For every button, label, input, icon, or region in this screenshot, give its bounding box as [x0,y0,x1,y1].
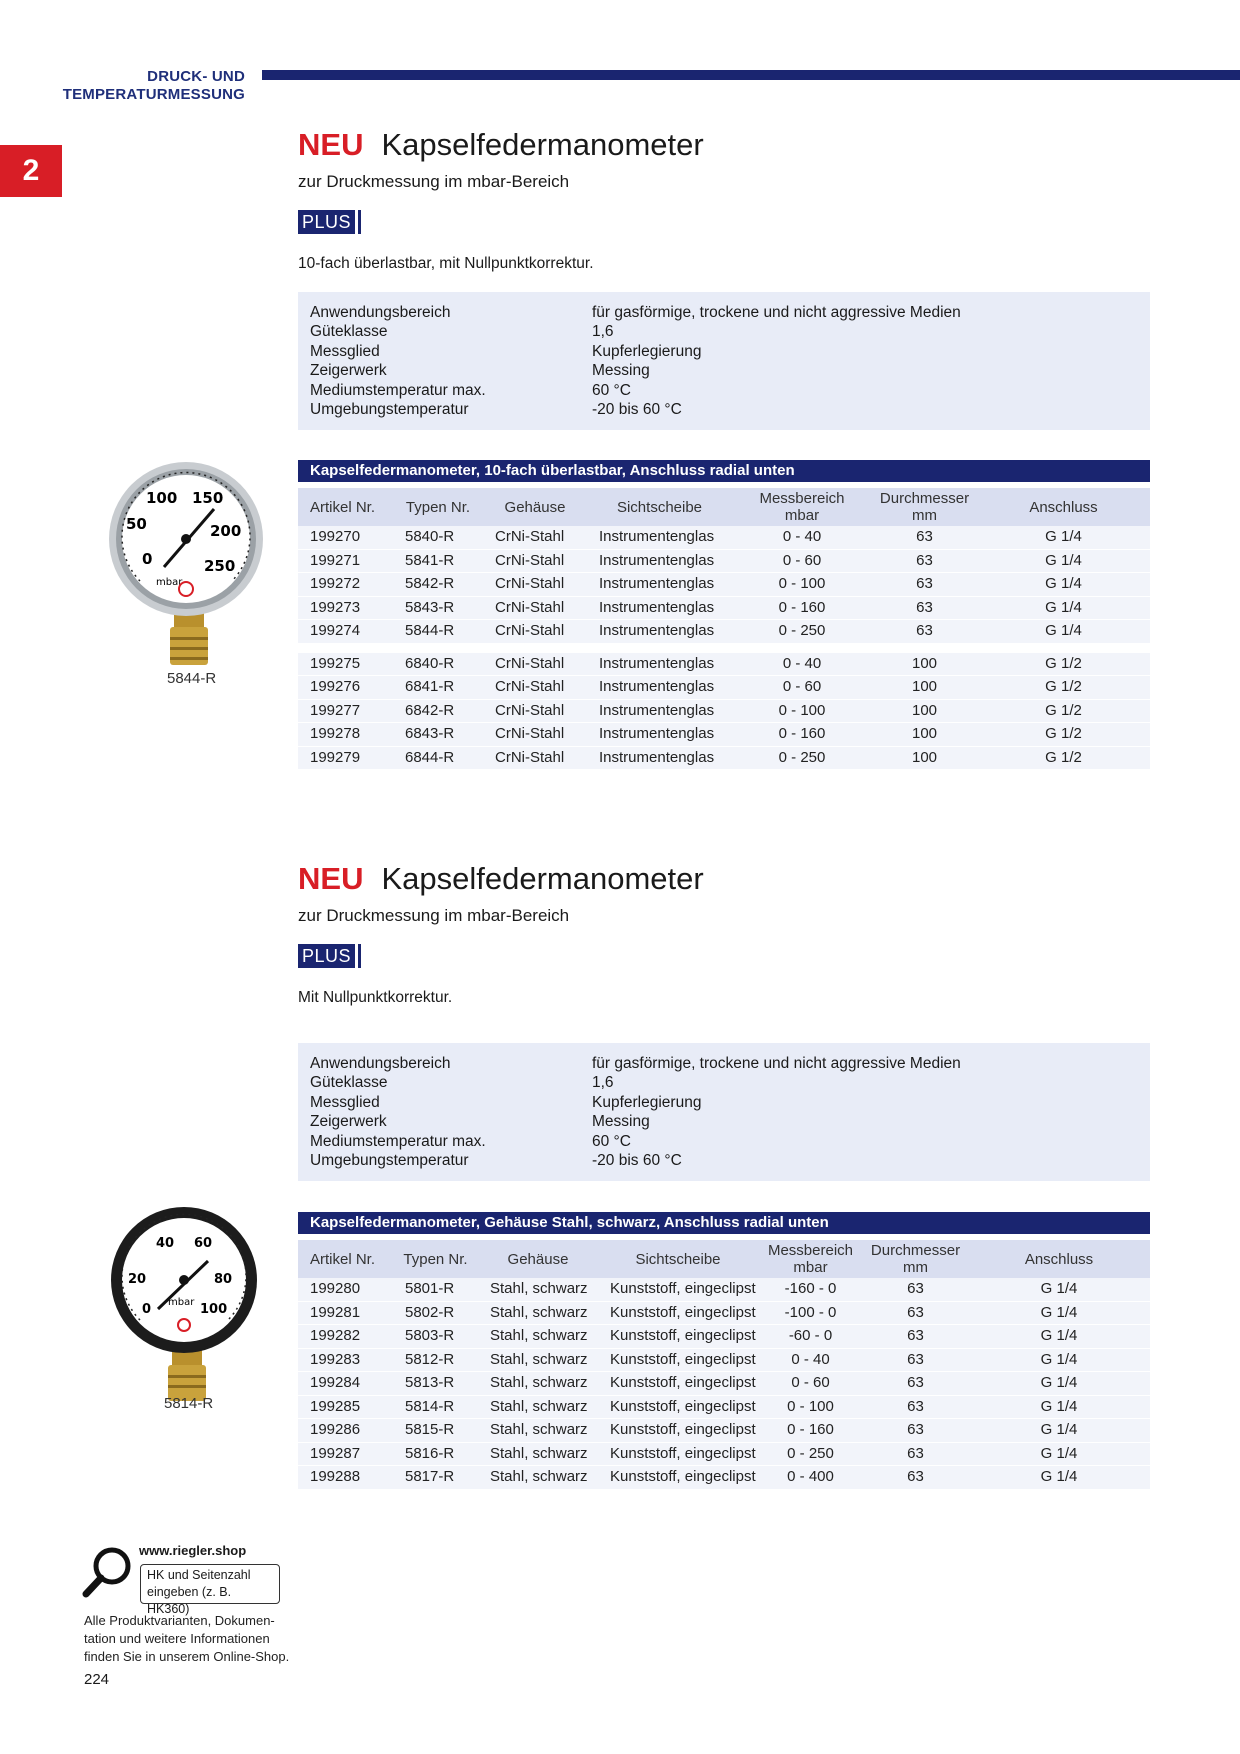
svg-text:mbar: mbar [156,577,183,588]
table-cell: 199285 [298,1395,393,1419]
table-cell: 63 [863,1442,968,1466]
spec-value: 1,6 [592,1074,614,1092]
table-cell: 63 [863,1325,968,1349]
table-cell: Kunststoff, eingeclipst [598,1372,758,1396]
table-cell: 199279 [298,746,393,770]
table-cell: -60 - 0 [758,1325,863,1349]
table-cell: CrNi-Stahl [483,676,587,700]
table-cell: G 1/4 [977,526,1150,549]
table-cell: Stahl, schwarz [478,1325,598,1349]
table-cell: 0 - 40 [732,526,872,549]
plus-badge [298,210,361,234]
table-cell: Instrumentenglas [587,653,732,676]
section-label-line2: TEMPERATURMESSUNG [62,86,245,103]
table-cell: 63 [872,549,977,573]
spec-value: Kupferlegierung [592,1093,702,1111]
spec-row [310,381,961,400]
new-badge: NEU [298,127,364,162]
table-cell: 6842-R [393,699,483,723]
spec-value: für gasförmige, trockene und nicht aggressive Medien [592,304,961,321]
column-header: Typen Nr. [393,488,483,526]
table-cell: G 1/4 [968,1348,1150,1372]
table-row [298,1395,1150,1419]
spec-key: Güteklasse [310,1074,388,1092]
table-cell: CrNi-Stahl [483,573,587,597]
table-row [298,573,1150,597]
table-cell: 63 [872,573,977,597]
table-cell: 5844-R [393,620,483,644]
spec-box [298,292,1150,430]
spec-row [310,1073,961,1092]
table-header-row [298,1240,1150,1278]
table-cell: 63 [863,1419,968,1443]
shop-info-line3: finden Sie in unserem Online-Shop. [84,1649,290,1664]
table-cell: 199275 [298,653,393,676]
spec-row [310,322,961,341]
table-cell: 199282 [298,1325,393,1349]
magnifier-icon [80,1544,136,1600]
table-cell: 199284 [298,1372,393,1396]
table-cell: CrNi-Stahl [483,620,587,644]
table-cell: Instrumentenglas [587,573,732,597]
table-cell: G 1/4 [968,1395,1150,1419]
spec-row [310,1112,961,1131]
table-cell: Stahl, schwarz [478,1419,598,1443]
table-cell: 100 [872,746,977,770]
table-cell: 0 - 60 [732,549,872,573]
table-row [298,746,1150,770]
gauge-caption: 5814-R [164,1395,214,1412]
spec-key: Anwendungsbereich [310,1055,451,1072]
product-name: Kapselfedermanometer [381,127,704,162]
table-cell: G 1/4 [968,1466,1150,1490]
table-row [298,1325,1150,1349]
table-cell: 5843-R [393,596,483,620]
table-cell: Kunststoff, eingeclipst [598,1419,758,1443]
table-cell: G 1/4 [977,620,1150,644]
table-cell: CrNi-Stahl [483,746,587,770]
table-cell: 6844-R [393,746,483,770]
table-row [298,596,1150,620]
table-cell: 5842-R [393,573,483,597]
table-cell: 0 - 40 [732,653,872,676]
table-cell: CrNi-Stahl [483,723,587,747]
table-cell: Kunststoff, eingeclipst [598,1325,758,1349]
table-cell: 0 - 100 [758,1395,863,1419]
svg-text:0: 0 [142,1302,152,1317]
table-header-row [298,488,1150,526]
table-cell: 199286 [298,1419,393,1443]
table-cell: CrNi-Stahl [483,526,587,549]
column-header: Durchmesser mm [863,1240,968,1278]
table-cell: Instrumentenglas [587,549,732,573]
spec-key: Messglied [310,342,380,360]
table-row [298,620,1150,644]
table-cell: Instrumentenglas [587,596,732,620]
table-cell: CrNi-Stahl [483,596,587,620]
table-row [298,699,1150,723]
svg-text:80: 80 [214,1272,233,1287]
spec-key: Anwendungsbereich [310,304,451,321]
header-rule [262,70,1240,80]
svg-text:150: 150 [192,489,224,507]
table-cell: 63 [863,1372,968,1396]
spec-row [310,342,961,361]
table-cell: 0 - 250 [732,620,872,644]
spec-key: Umgebungstemperatur [310,1152,469,1170]
table-cell: G 1/4 [977,573,1150,597]
svg-text:20: 20 [128,1272,147,1287]
table-cell: 5803-R [393,1325,478,1349]
table-cell: 0 - 100 [732,699,872,723]
table-cell: 63 [863,1301,968,1325]
data-table [298,488,1150,770]
shop-hint-line2: eingeben (z. B. HK360) [147,1585,232,1616]
section-label-line1: DRUCK- UND [147,68,245,85]
pressure-gauge-icon [104,461,274,671]
table-cell: Kunststoff, eingeclipst [598,1466,758,1490]
table-cell: 6843-R [393,723,483,747]
table-cell: Stahl, schwarz [478,1301,598,1325]
spec-key: Messglied [310,1093,380,1111]
svg-text:50: 50 [126,515,147,533]
table-cell: Instrumentenglas [587,620,732,644]
svg-text:100: 100 [200,1302,228,1317]
table-cell: 5813-R [393,1372,478,1396]
table-cell: Instrumentenglas [587,676,732,700]
table-cell: 0 - 160 [758,1419,863,1443]
spec-value: -20 bis 60 °C [592,401,682,419]
table-cell: Kunststoff, eingeclipst [598,1442,758,1466]
table-row [298,1348,1150,1372]
table-cell: 199288 [298,1466,393,1490]
spec-row [310,1054,961,1073]
table-cell: CrNi-Stahl [483,549,587,573]
table-cell: 199272 [298,573,393,597]
table-row [298,1278,1150,1301]
table-row [298,653,1150,676]
table-cell: Instrumentenglas [587,746,732,770]
table-cell: -160 - 0 [758,1278,863,1301]
table-cell: 5801-R [393,1278,478,1301]
table-cell: 63 [863,1348,968,1372]
table-cell: G 1/4 [968,1442,1150,1466]
shop-info-text [84,1612,304,1666]
column-header: Durchmesser mm [872,488,977,526]
spec-key: Mediumstemperatur max. [310,381,486,399]
table-cell: 100 [872,723,977,747]
plus-badge-bar [358,210,361,234]
product-table-1 [298,460,1150,770]
svg-text:0: 0 [142,550,153,568]
column-header: Sichtscheibe [587,488,732,526]
column-header: Artikel Nr. [298,488,393,526]
table-cell: Kunststoff, eingeclipst [598,1348,758,1372]
table-row [298,676,1150,700]
spec-key: Güteklasse [310,323,388,341]
table-cell: 199276 [298,676,393,700]
plus-badge-label: PLUS [298,944,355,968]
table-cell: Instrumentenglas [587,526,732,549]
data-table [298,1240,1150,1490]
table-cell: 5817-R [393,1466,478,1490]
table-cell: 199281 [298,1301,393,1325]
shop-hint-box [140,1564,280,1616]
spec-row [310,400,961,419]
table-cell: 5840-R [393,526,483,549]
table-cell: G 1/4 [968,1372,1150,1396]
table-cell: G 1/4 [968,1419,1150,1443]
table-cell: 6841-R [393,676,483,700]
table-cell: 0 - 60 [758,1372,863,1396]
table-cell: 0 - 160 [732,596,872,620]
table-row [298,549,1150,573]
table-cell: Stahl, schwarz [478,1372,598,1396]
table-cell: G 1/2 [977,746,1150,770]
table-cell: 100 [872,676,977,700]
table-cell: G 1/4 [977,549,1150,573]
table-cell: Stahl, schwarz [478,1442,598,1466]
spec-value: 60 °C [592,1132,631,1150]
shop-hint-line1: HK und Seitenzahl [147,1568,251,1582]
table-cell: 6840-R [393,653,483,676]
table-cell: G 1/4 [968,1301,1150,1325]
table-row [298,1419,1150,1443]
chapter-tab: 2 [0,145,62,197]
product-note: Mit Nullpunktkorrektur. [298,989,453,1006]
table-cell: 5841-R [393,549,483,573]
product-subtitle: zur Druckmessung im mbar-Bereich [298,906,570,925]
new-badge: NEU [298,861,364,896]
svg-text:200: 200 [210,522,242,540]
spec-row [310,361,961,380]
table-cell: Stahl, schwarz [478,1348,598,1372]
svg-text:60: 60 [194,1236,213,1251]
table-cell: 0 - 40 [758,1348,863,1372]
svg-text:250: 250 [204,557,236,575]
table-cell: 199273 [298,596,393,620]
spec-table [310,1054,961,1170]
table-cell: 5814-R [393,1395,478,1419]
table-cell: Instrumentenglas [587,699,732,723]
row-group-gap [298,643,1150,653]
spec-value: -20 bis 60 °C [592,1152,682,1170]
column-header: Gehäuse [483,488,587,526]
product-note: 10-fach überlastbar, mit Nullpunktkorrektur. [298,255,594,272]
table-cell: 199278 [298,723,393,747]
table-row [298,723,1150,747]
column-header: Anschluss [977,488,1150,526]
spec-value: für gasförmige, trockene und nicht aggressive Medien [592,1055,961,1072]
table-cell: G 1/2 [977,723,1150,747]
section-label [40,68,245,104]
column-header: Anschluss [968,1240,1150,1278]
spec-value: Kupferlegierung [592,342,702,360]
pressure-gauge-icon [104,1205,274,1415]
table-cell: 5812-R [393,1348,478,1372]
product-subtitle: zur Druckmessung im mbar-Bereich [298,172,570,191]
shop-url-link[interactable]: www.riegler.shop [139,1543,247,1558]
spec-key: Umgebungstemperatur [310,401,469,419]
plus-badge-bar [358,944,361,968]
table-title: Kapselfedermanometer, 10-fach überlastbar, Anschluss radial unten [298,460,1150,482]
spec-box [298,1043,1150,1181]
table-cell: G 1/4 [977,596,1150,620]
column-header: Artikel Nr. [298,1240,393,1278]
table-cell: CrNi-Stahl [483,699,587,723]
table-cell: CrNi-Stahl [483,653,587,676]
table-row [298,1301,1150,1325]
page-number: 224 [84,1671,110,1688]
column-header: Gehäuse [478,1240,598,1278]
spec-row [310,1093,961,1112]
plus-badge-label: PLUS [298,210,355,234]
table-row [298,1466,1150,1490]
table-cell: 199271 [298,549,393,573]
plus-badge [298,944,361,968]
column-header: Messbereich mbar [732,488,872,526]
table-cell: 0 - 250 [732,746,872,770]
column-header: Messbereich mbar [758,1240,863,1278]
row-group-gap-cell [298,643,1150,653]
table-cell: Kunststoff, eingeclipst [598,1301,758,1325]
svg-text:40: 40 [156,1236,175,1251]
table-cell: 199277 [298,699,393,723]
product-title [298,126,704,164]
gauge-image-5844 [104,461,274,676]
product-name: Kapselfedermanometer [381,861,704,896]
gauge-caption: 5844-R [167,670,217,687]
spec-row [310,1132,961,1151]
table-cell: 63 [863,1466,968,1490]
table-cell: Kunststoff, eingeclipst [598,1278,758,1301]
spec-value: 60 °C [592,381,631,399]
table-cell: 199283 [298,1348,393,1372]
table-cell: 63 [872,526,977,549]
table-cell: Stahl, schwarz [478,1466,598,1490]
table-cell: 100 [872,653,977,676]
table-cell: Kunststoff, eingeclipst [598,1395,758,1419]
table-title: Kapselfedermanometer, Gehäuse Stahl, schwarz, Anschluss radial unten [298,1212,1150,1234]
table-cell: 0 - 100 [732,573,872,597]
svg-text:100: 100 [146,489,178,507]
table-cell: 0 - 160 [732,723,872,747]
product-title [298,860,704,898]
table-cell: Stahl, schwarz [478,1395,598,1419]
table-cell: 0 - 60 [732,676,872,700]
spec-value: Messing [592,362,650,380]
table-cell: 63 [872,596,977,620]
table-row [298,1372,1150,1396]
table-cell: 100 [872,699,977,723]
table-cell: 5815-R [393,1419,478,1443]
table-cell: G 1/4 [968,1325,1150,1349]
table-cell: G 1/2 [977,676,1150,700]
product-table-2 [298,1212,1150,1490]
shop-info-line1: Alle Produktvarianten, Dokumen- [84,1613,275,1628]
table-cell: 5816-R [393,1442,478,1466]
table-cell: 5802-R [393,1301,478,1325]
spec-value: 1,6 [592,323,614,341]
table-cell: 63 [863,1395,968,1419]
spec-key: Zeigerwerk [310,362,387,380]
spec-value: Messing [592,1113,650,1131]
table-cell: 199274 [298,620,393,644]
column-header: Typen Nr. [393,1240,478,1278]
spec-row [310,303,961,322]
table-cell: G 1/2 [977,699,1150,723]
column-header: Sichtscheibe [598,1240,758,1278]
table-cell: 199280 [298,1278,393,1301]
table-cell: G 1/4 [968,1278,1150,1301]
table-cell: 199287 [298,1442,393,1466]
table-cell: 63 [863,1278,968,1301]
table-cell: G 1/2 [977,653,1150,676]
table-cell: -100 - 0 [758,1301,863,1325]
table-cell: 0 - 400 [758,1466,863,1490]
table-row [298,526,1150,549]
shop-info-line2: tation und weitere Informationen [84,1631,270,1646]
table-row [298,1442,1150,1466]
table-cell: Instrumentenglas [587,723,732,747]
spec-key: Zeigerwerk [310,1113,387,1131]
gauge-image-5814 [104,1205,274,1420]
table-cell: Stahl, schwarz [478,1278,598,1301]
table-cell: 63 [872,620,977,644]
spec-table [310,303,961,419]
svg-text:mbar: mbar [168,1297,195,1308]
spec-key: Mediumstemperatur max. [310,1132,486,1150]
table-cell: 0 - 250 [758,1442,863,1466]
table-cell: 199270 [298,526,393,549]
spec-row [310,1151,961,1170]
